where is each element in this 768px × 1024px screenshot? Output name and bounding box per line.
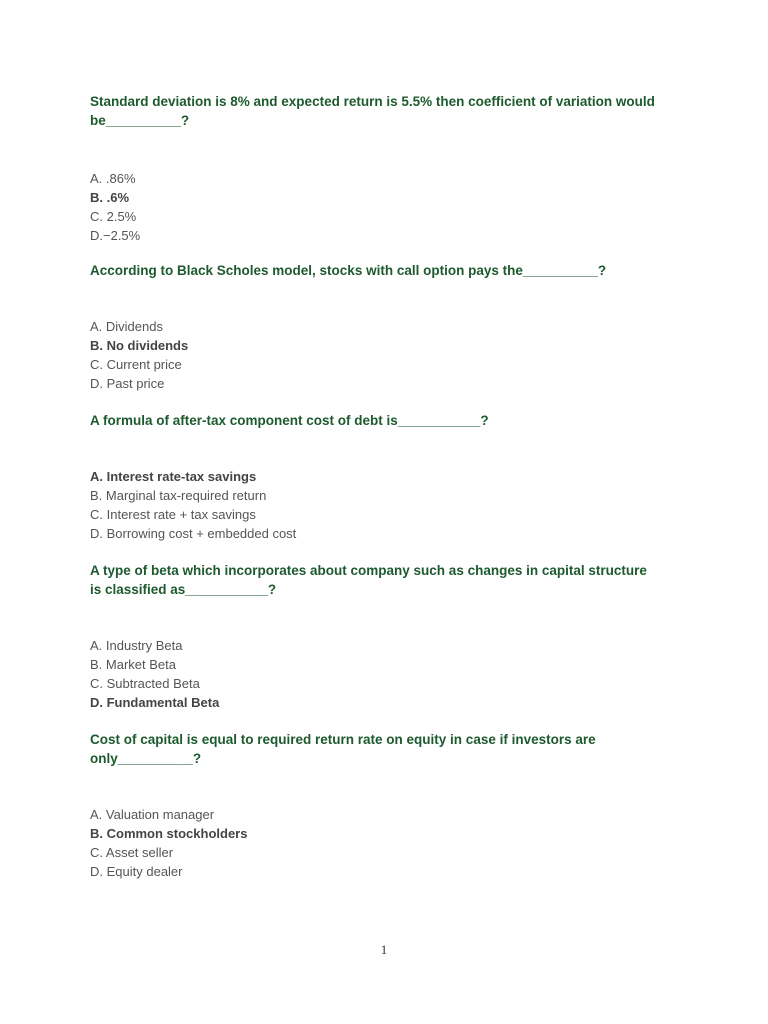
- option-a: A. Valuation manager: [90, 807, 215, 822]
- question-text: A formula of after-tax component cost of debt is___________?: [90, 413, 489, 428]
- option-b-correct: B. Common stockholders: [90, 826, 248, 841]
- option-a: A. Dividends: [90, 319, 163, 334]
- question-block-5: [90, 730, 660, 879]
- option-b: B. Marginal tax-required return: [90, 488, 267, 503]
- answer-options: [90, 467, 296, 543]
- question-text: Cost of capital is equal to required return rate on equity in case if investors are only__________?: [90, 732, 596, 766]
- option-b-correct: B. No dividends: [90, 338, 189, 353]
- answer-options: [90, 169, 140, 245]
- option-d-correct: D. Fundamental Beta: [90, 695, 220, 710]
- option-a-correct: A. Interest rate-tax savings: [90, 469, 257, 484]
- answer-options: [90, 317, 188, 393]
- option-c: C. Interest rate + tax savings: [90, 507, 256, 522]
- option-c: C. 2.5%: [90, 209, 137, 224]
- option-d: D.−2.5%: [90, 228, 141, 243]
- question-block-4: [90, 561, 660, 710]
- option-a: A. Industry Beta: [90, 638, 183, 653]
- option-b-correct: B. .6%: [90, 190, 130, 205]
- page-number: 1: [380, 942, 388, 957]
- question-block-1: [90, 92, 660, 243]
- answer-options: [90, 636, 219, 712]
- option-a: A. .86%: [90, 171, 136, 186]
- question-text: A type of beta which incorporates about company such as changes in capital structure is classified as___________?: [90, 563, 647, 597]
- question-text: Standard deviation is 8% and expected return is 5.5% then coefficient of variation would be__________?: [90, 94, 655, 128]
- question-text: According to Black Scholes model, stocks with call option pays the__________?: [90, 263, 607, 278]
- option-d: D. Borrowing cost + embedded cost: [90, 526, 297, 541]
- option-c: C. Asset seller: [90, 845, 174, 860]
- answer-options: [90, 805, 247, 881]
- question-block-3: [90, 411, 660, 541]
- option-b: B. Market Beta: [90, 657, 176, 672]
- option-d: D. Past price: [90, 376, 165, 391]
- option-c: C. Subtracted Beta: [90, 676, 200, 691]
- option-c: C. Current price: [90, 357, 182, 372]
- question-block-2: [90, 261, 660, 391]
- option-d: D. Equity dealer: [90, 864, 183, 879]
